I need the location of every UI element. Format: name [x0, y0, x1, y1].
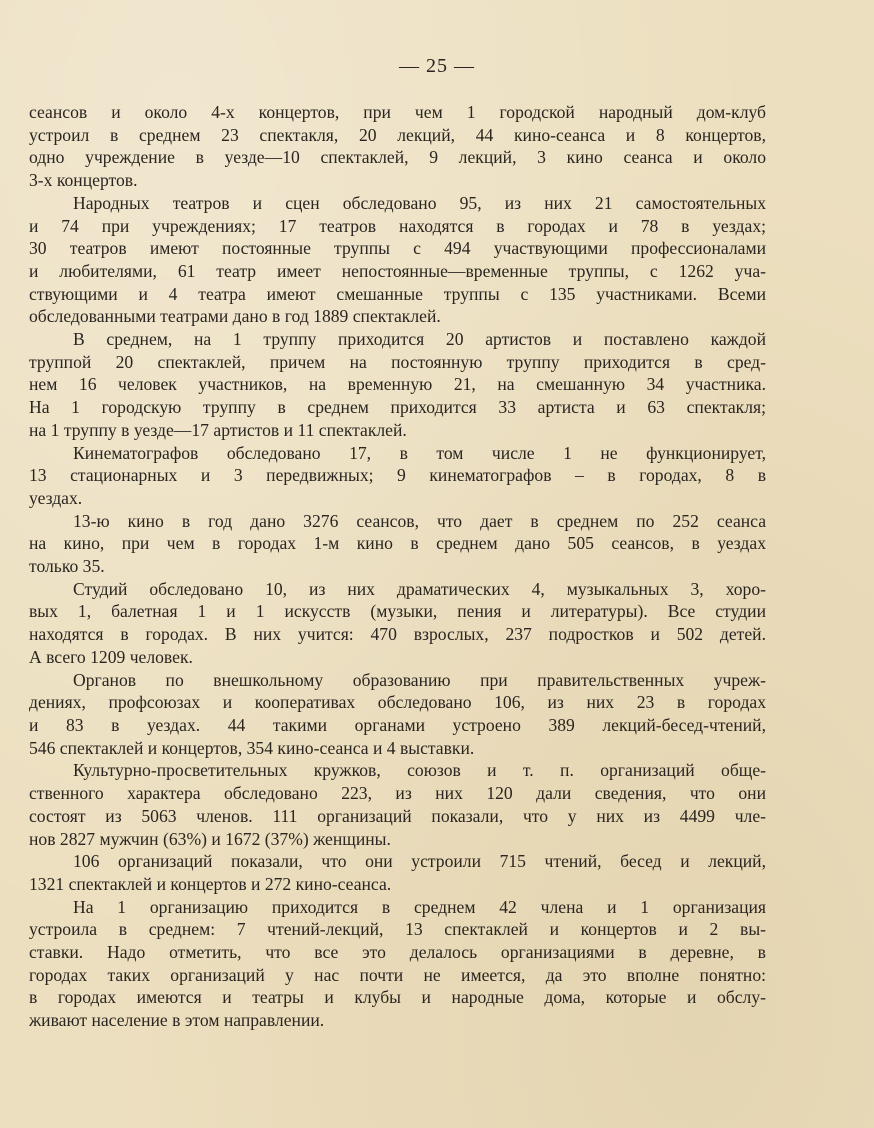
text-line: А всего 1209 человек. — [29, 646, 193, 667]
text-line: 13-ю кино в год дано 3276 сеансов, что дает в среднем по 252 сеанса — [73, 510, 766, 531]
text-line: Органов по внешкольному образованию при правительственных учреж- — [73, 669, 766, 690]
paragraph — [29, 442, 766, 510]
text-line: и 74 при учреждениях; 17 театров находятся в городах и 78 в уездах; — [29, 215, 766, 236]
text-line: вых 1, балетная 1 и 1 искусств (музыки, пения и литературы). Все студии — [29, 601, 766, 622]
text-line: 106 организаций показали, что они устроили 715 чтений, бесед и лекций, — [73, 851, 766, 872]
body-text — [29, 101, 766, 1032]
text-line: находятся в городах. В них учится: 470 взрослых, 237 подростков и 502 детей. — [29, 624, 766, 645]
text-line: На 1 организацию приходится в среднем 42 члена и 1 организация — [73, 896, 766, 917]
text-line: Народных театров и сцен обследовано 95, из них 21 самостоятельных — [73, 192, 766, 213]
paragraph — [29, 850, 766, 895]
text-line: сеансов и около 4-х концертов, при чем 1 городской народный дом-клуб — [29, 102, 766, 122]
text-line: устроила в среднем: 7 чтений-лекций, 13 спектаклей и концертов и 2 вы- — [29, 919, 766, 940]
text-line: ствующими и 4 театра имеют смешанные труппы с 135 участниками. Всеми — [29, 283, 766, 304]
text-line: в городах имеются и театры и клубы и народные дома, которые и обслу- — [29, 987, 766, 1008]
text-line: нем 16 человек участников, на временную 21, на смешанную 34 участника. — [29, 374, 766, 395]
text-line: На 1 городскую труппу в среднем приходится 33 артиста и 63 спектакля; — [29, 397, 766, 418]
text-line: на кино, при чем в городах 1-м кино в среднем дано 505 сеансов, в уездах — [29, 533, 766, 554]
paragraph — [29, 101, 766, 192]
text-line: городах таких организаций у нас почти не имеется, да это вполне понятно: — [29, 964, 766, 985]
paragraph — [29, 759, 766, 850]
text-line: устроил в среднем 23 спектакля, 20 лекций, 44 кино-сеанса и 8 концертов, — [29, 124, 766, 145]
text-line: на 1 труппу в уезде—17 артистов и 11 спектаклей. — [29, 419, 407, 440]
text-line: состоят из 5063 членов. 111 организаций показали, что у них из 4499 чле- — [29, 805, 766, 826]
text-line: одно учреждение в уезде—10 спектаклей, 9 лекций, 3 кино сеанса и около — [29, 147, 766, 168]
text-line: живают население в этом направлении. — [29, 1010, 325, 1031]
text-line: уездах. — [29, 487, 83, 508]
text-line: Культурно-просветительных кружков, союзов и т. п. организаций обще- — [73, 760, 766, 781]
page-number: — 25 — — [399, 55, 475, 77]
text-line: нов 2827 мужчин (63%) и 1672 (37%) женщины. — [29, 828, 391, 849]
paragraph — [29, 510, 766, 578]
paragraph — [29, 669, 766, 760]
text-line: 30 театров имеют постоянные труппы с 494 участвующими профессионалами — [29, 238, 766, 259]
text-line: ставки. Надо отметить, что все это делалось организациями в деревне, в — [29, 942, 766, 963]
paragraph — [29, 578, 766, 669]
text-line: В среднем, на 1 труппу приходится 20 артистов и поставлено каждой — [73, 329, 766, 350]
text-line: ственного характера обследовано 223, из них 120 дали сведения, что они — [29, 783, 766, 804]
paragraph — [29, 328, 766, 442]
text-line: дениях, профсоюзах и кооперативах обследовано 106, из них 23 в городах — [29, 692, 766, 713]
text-line: Кинематографов обследовано 17, в том числе 1 не функционирует, — [73, 442, 766, 463]
text-line: и 83 в уездах. 44 такими органами устроено 389 лекций-бесед-чтений, — [29, 714, 766, 735]
text-line: только 35. — [29, 556, 105, 577]
text-line: 1321 спектаклей и концертов и 272 кино-сеанса. — [29, 873, 392, 894]
text-line: и любителями, 61 театр имеет непостоянные—временные труппы, с 1262 уча- — [29, 260, 766, 281]
text-line: труппой 20 спектаклей, причем на постоянную труппу приходится в сред- — [29, 351, 766, 372]
paragraph — [29, 896, 766, 1032]
text-line: обследованными театрами дано в год 1889 спектаклей. — [29, 306, 441, 327]
text-line: 546 спектаклей и концертов, 354 кино-сеанса и 4 выставки. — [29, 737, 475, 758]
text-line: Студий обследовано 10, из них драматических 4, музыкальных 3, хоро- — [73, 578, 766, 599]
text-line: 13 стационарных и 3 передвижных; 9 кинематографов – в городах, 8 в — [29, 465, 766, 486]
text-line: 3-х концертов. — [29, 170, 138, 191]
paragraph — [29, 192, 766, 328]
